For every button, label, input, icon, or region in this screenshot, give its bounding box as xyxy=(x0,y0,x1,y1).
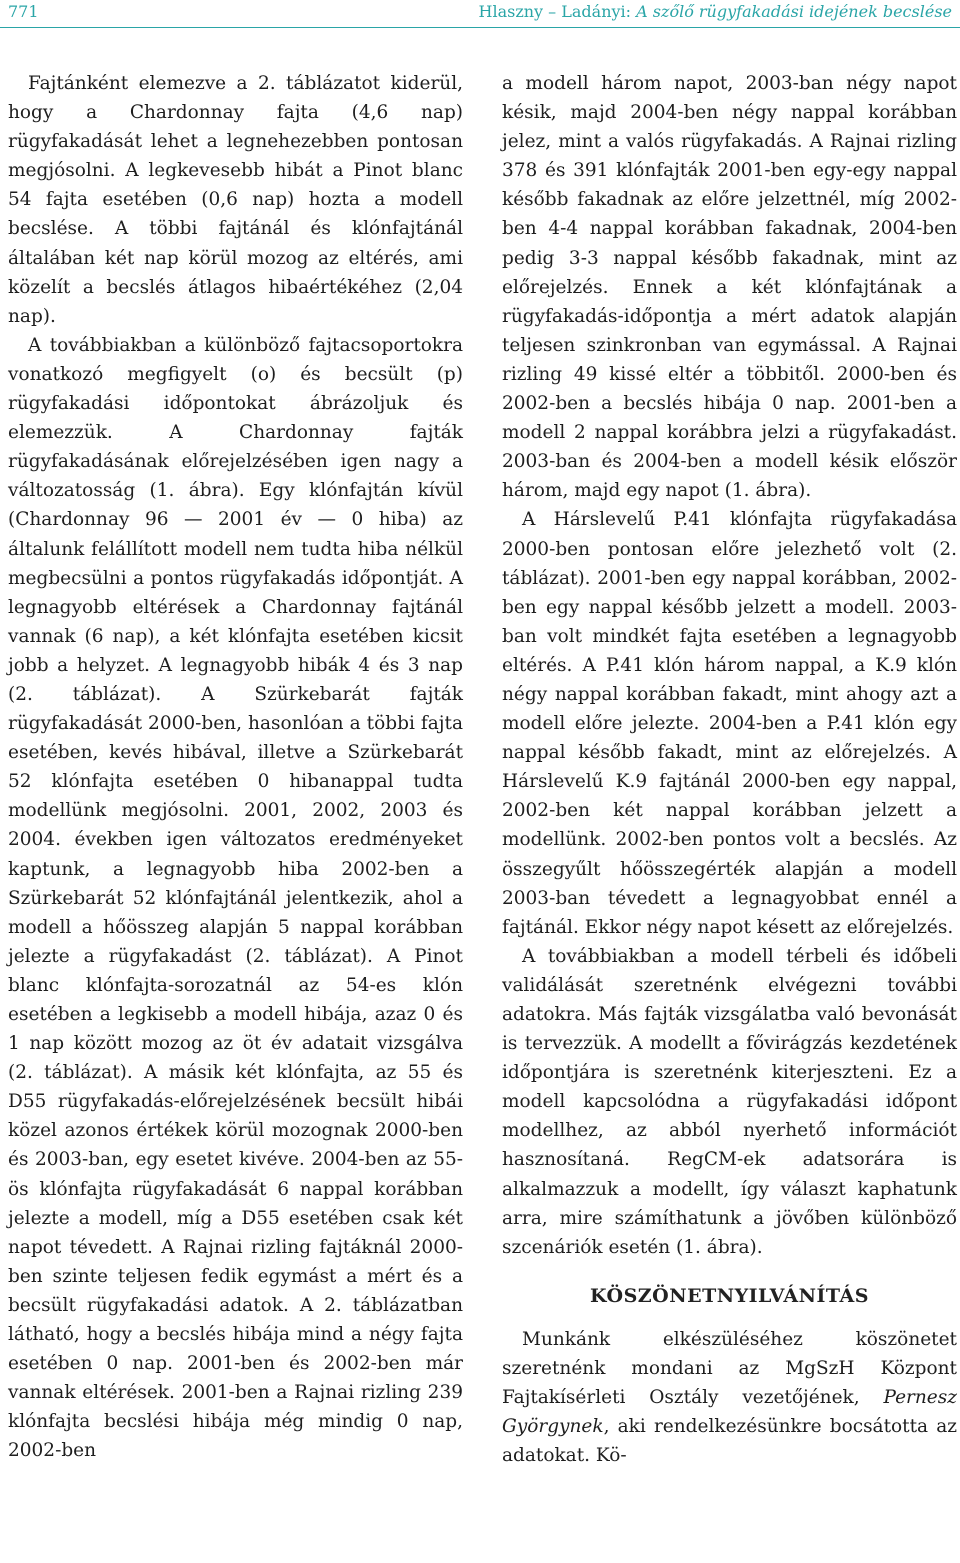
page-number: 771 xyxy=(8,2,39,21)
paragraph: A továbbiakban a modell térbeli és időbeli validálását szeretnénk elvégezni további adatokra. Más fajták vizsgálatba való bevonását is tervezzük. A modellt a fővirágzás kezdetének időpontjára is szeretnénk kiterjeszteni. Ez a modell kapcsolódna a rügyfakadási időpont modellhez, az abból nyerhető információt hasznosítaná. RegCM-ek adatsorára is alkalmazzuk a modellt, így választ kaphatunk arra, mire számíthatunk a jövőben különböző szcenáriók esetén (1. ábra). xyxy=(502,945,957,1258)
header-rule xyxy=(0,27,960,28)
running-header xyxy=(0,0,960,40)
section-title: KÖSZÖNETNYILVÁNÍTÁS xyxy=(590,1284,869,1307)
paragraph: A Hárslevelű P.41 klónfajta rügyfakadása 2000-ben pontosan előre jelezhető volt (2. táblázat). 2001-ben egy nappal korábban, 2002-ben egy nappal később jelzett a modell. 2003-ban volt mindkét fajta esetében a legnagyobb eltérés. A P.41 klón három nappal, a K.9 klón négy nappal korábban fakadt, mint ahogy azt a modell előre jelezte. 2004-ben a P.41 klón egy nappal később fakadt, mint az előrejelzés. A Hárslevelű K.9 fajtánál 2000-ben egy nappal, 2002-ben két nappal korábban jelzett a modellünk. 2002-ben pontos volt a becslés. Az összegyűlt hőösszegérték alapján a modell 2003-ban tévedett a legnagyobbat ennél a fajtánál. Ekkor négy napot késett az előrejelzés. xyxy=(502,509,957,938)
ack-text-before: Munkánk elkészüléséhez köszönetet szeretnénk mondani az MgSzH Központ Fajtakísérleti Osztály vezetőjének, xyxy=(502,1328,957,1409)
running-title-authors: Hlaszny – Ladányi: xyxy=(478,2,632,21)
acknowledgement-paragraph xyxy=(502,1325,957,1470)
paragraph-continued: a modell három napot, 2003-ban négy napot késik, majd 2004-ben négy nappal korábban jelez, mint a valós rügyfakadás. A Rajnai rizling 378 és 391 klónfajták 2001-ben egy-egy nappal később fakadnak az előre jelzettnél, míg 2002-ben 4-4 nappal korábban fakadnak, 2004-ben pedig 3-3 nappal később fakadnak, mint az előrejelzés. Ennek a két klónfajtának a rügyfakadás-időpontja a mért adatok alapján teljesen szinkronban van egymással. A Rajnai rizling 49 kissé eltér a többitől. 2000-ben és 2002-ben a becslés hibája 0 nap. 2001-ben a modell 2 nappal korábbra jelzi a rügyfakadást. 2003-ban és 2004-ben a modell késik először három, majd egy napot (1. ábra). xyxy=(502,73,957,502)
running-title xyxy=(479,2,953,21)
running-title-article: A szőlő rügyfakadási idejének becslése xyxy=(636,2,952,21)
ack-text-after: , aki rendelkezésünkre bocsátotta az adatokat. Kö- xyxy=(502,1416,957,1467)
right-column xyxy=(502,69,957,1470)
ack-person-name: Pernesz Györgynek xyxy=(502,1387,957,1438)
paragraph: A továbbiakban a különböző fajtacsoportokra vonatkozó megfigyelt (o) és becsült (p) rügyfakadási időpontokat ábrázoljuk és elemezzük. A Chardonnay fajták rügyfakadásának előrejelzésében igen nagy a változatosság (1. ábra). Egy klónfajtán kívül (Chardonnay 96 — 2001 év — 0 hiba) az általunk felállított modell nem tudta hiba nélkül megbecsülni a pontos rügyfakadás időpontját. A legnagyobb eltérések a Chardonnay fajtánál vannak (6 nap), a két klónfajta esetében kicsit jobb a helyzet. A legnagyobb hibák 4 és 3 nap (2. táblázat). A Szürkebarát fajták rügyfakadását 2000-ben, hasonlóan a többi fajta esetében, kevés hibával, illetve a Szürkebarát 52 klónfajta esetében 0 hibanappal tudta modellünk megjósolni. 2001, 2002, 2003 és 2004. években igen változatos eredményeket kaptunk, a legnagyobb hiba 2002-ben a Szürkebarát 52 klónfajtánál jelentkezik, ahol a modell a hőösszeg alapján 5 nappal korábban jelezte a rügyfakadást (2. táblázat). A Pinot blanc klónfajta-sorozatnál az 54-es klón esetében a legkisebb a modell hibája, azaz 0 és 1 nap között mozog az öt év adatait vizsgálva (2. táblázat). A másik két klónfajta, az 55 és D55 rügyfakadás-előrejelzésének becsült hibái közel azonos értékek körül mozognak 2000-ben és 2003-ban, egy esetet kivéve. 2004-ben az 55-ös klónfajta rügyfakadását 6 nappal korábban jelezte a modell, míg a D55 esetében csak két napot tévedett. A Rajnai rizling fajtáknál 2000-ben szinte teljesen fedik egymást a mért és a becsült rügyfakadási adatok. A 2. táblázatban látható, hogy a becslés hibája mind a négy fajta esetében 0 nap. 2001-ben és 2002-ben már vannak eltérések. 2001-ben a Rajnai rizling 239 klónfajta becslési hibája még mindig 0 nap, 2002-ben xyxy=(8,334,463,1462)
paragraph: Fajtánként elemezve a 2. táblázatot kiderül, hogy a Chardonnay fajta (4,6 nap) rügyfakadását lehet a legnehezebben pontosan megjósolni. A legkevesebb hibát a Pinot blanc 54 fajta esetében (0,6 nap) hozta a modell becslése. A többi fajtánál és klónfajtánál általában két nap körül mozog az eltérés, ami közelít a becslés átlagos hibaértékéhez (2,04 nap). xyxy=(8,73,463,327)
left-column xyxy=(8,69,463,1466)
